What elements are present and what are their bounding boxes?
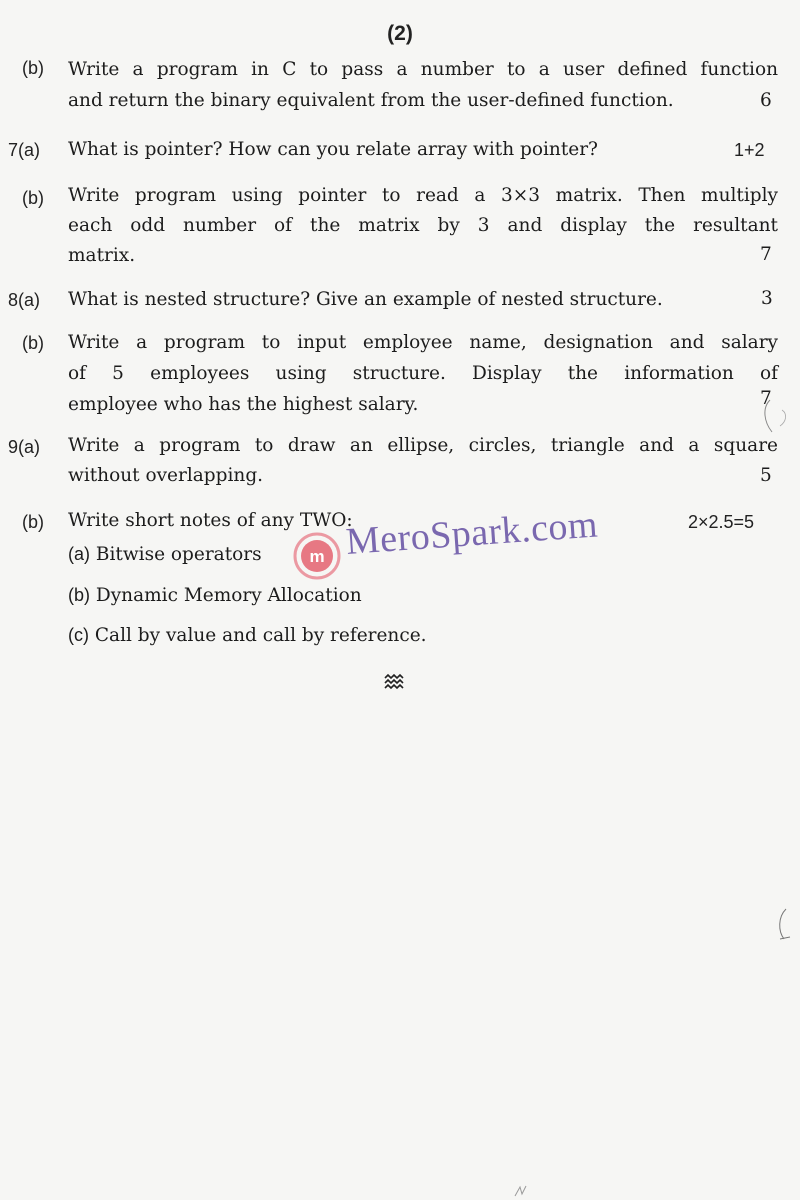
page-number: (2) [387, 22, 413, 45]
question-line: and return the binary equivalent from the user-defined function. [68, 90, 674, 111]
scan-mark [770, 905, 794, 945]
question-line: matrix. [68, 245, 136, 266]
question-marks: 7 [760, 388, 772, 409]
logo-letter: m [309, 547, 325, 566]
question-marks: 6 [760, 90, 772, 111]
option-text: Bitwise operators [95, 544, 262, 565]
question-marks: 5 [760, 465, 772, 486]
question-label: 7(a) [8, 140, 41, 160]
question-label: (b) [22, 58, 44, 78]
question-line: employee who has the highest salary. [68, 394, 419, 415]
question-label: 8(a) [8, 290, 41, 310]
option-text: Dynamic Memory Allocation [95, 585, 362, 606]
question-line: without overlapping. [68, 465, 264, 486]
question-line: Write a program to draw an ellipse, circles, triangle and a square [68, 435, 778, 456]
question-text [68, 134, 778, 165]
option-label: (c) [68, 625, 89, 645]
option-label: (b) [68, 585, 90, 605]
question-text [68, 327, 778, 420]
question-line: Write short notes of any TWO: [68, 510, 353, 531]
question-line: Write a program in C to pass a number to a user defined function [68, 59, 778, 80]
question-label: (b) [22, 333, 44, 353]
question-marks: 2×2.5=5 [688, 512, 755, 532]
end-of-paper-icon [383, 670, 405, 692]
question-label: 9(a) [8, 437, 41, 457]
scan-mark [752, 392, 792, 442]
question-text [68, 181, 778, 271]
question-text [68, 54, 778, 116]
scan-mark [512, 1184, 532, 1198]
note-option [68, 585, 362, 606]
question-line: What is pointer? How can you relate array with pointer? [68, 139, 598, 160]
option-text: Call by value and call by reference. [94, 625, 427, 646]
question-marks: 3 [761, 288, 773, 309]
question-line: of 5 employees using structure. Display the information of [68, 363, 778, 384]
merospark-logo-icon [292, 531, 342, 581]
question-label: (b) [22, 512, 44, 532]
question-label: (b) [22, 188, 44, 208]
question-text [68, 431, 778, 491]
question-line: each odd number of the matrix by 3 and display the resultant [68, 215, 778, 236]
question-marks: 7 [760, 244, 772, 265]
question-line: What is nested structure? Give an example of nested structure. [68, 289, 663, 310]
option-label: (a) [68, 544, 90, 564]
note-option [68, 625, 427, 646]
question-text [68, 284, 778, 315]
question-line: Write a program to input employee name, designation and salary [68, 332, 778, 353]
watermark-text: MeroSpark.com [344, 503, 600, 563]
question-marks: 1+2 [734, 140, 765, 160]
note-option [68, 544, 262, 565]
question-line: Write program using pointer to read a 3×3 matrix. Then multiply [68, 185, 778, 206]
